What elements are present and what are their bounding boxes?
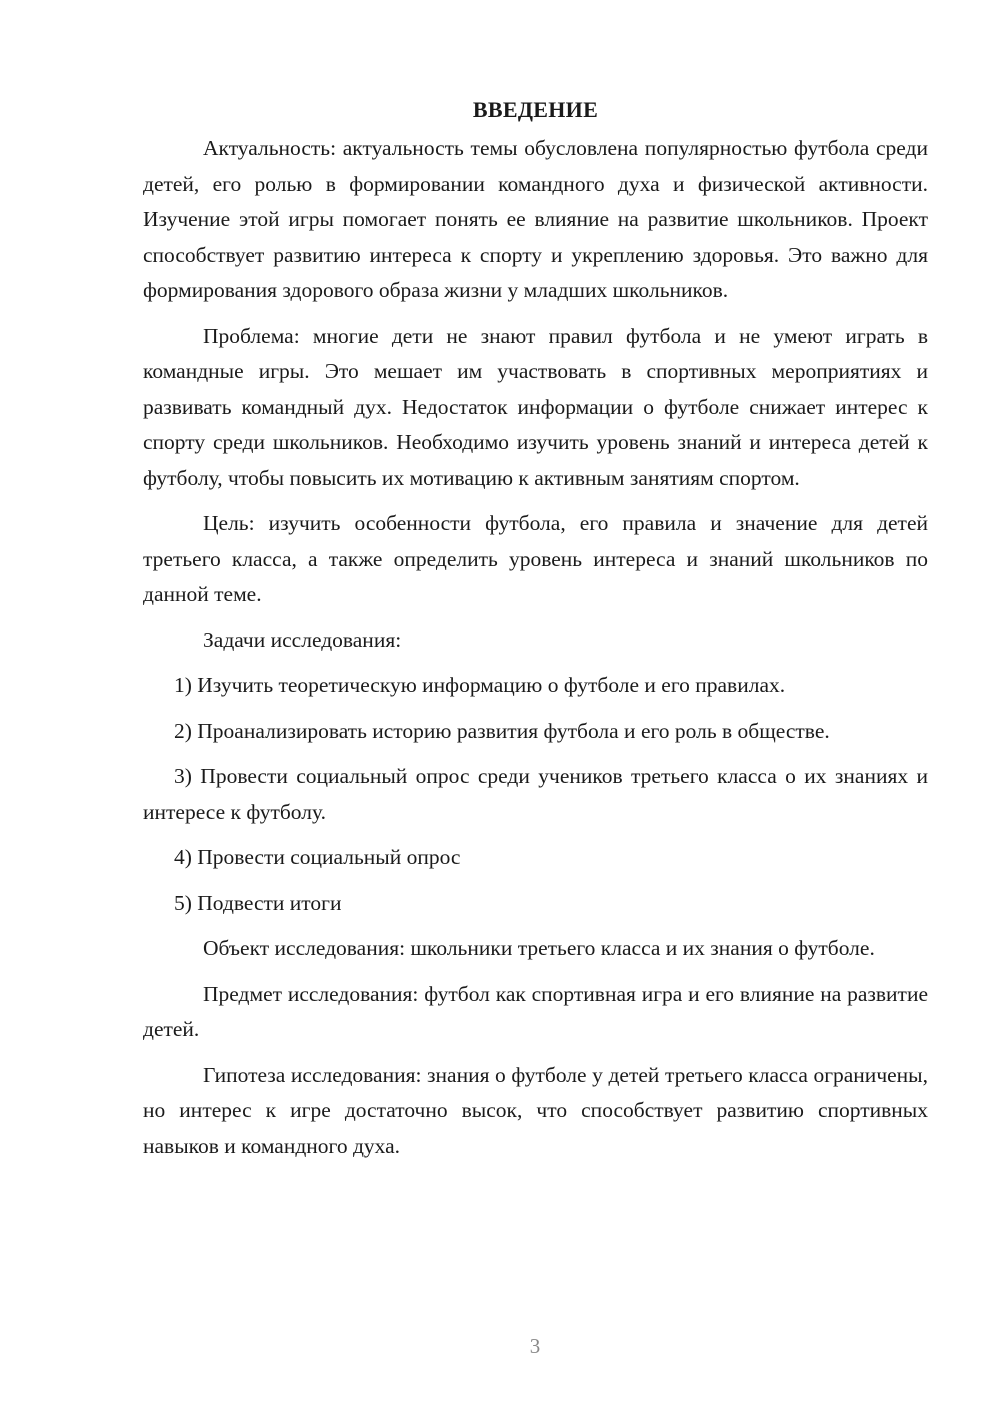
page-number: 3 (529, 1334, 541, 1358)
document-page (143, 95, 928, 1174)
task-item-4: 4) Провести социальный опрос (174, 845, 461, 869)
section-heading: ВВЕДЕНИЕ (472, 97, 599, 122)
tasks-heading: Задачи исследования: (203, 627, 402, 652)
task-item-5: 5) Подвести итоги (174, 890, 342, 915)
task-item-2: 2) Проанализировать историю развития футбола и его роль в обществе. (174, 718, 830, 743)
relevance-paragraph: Актуальность: актуальность темы обусловлена популярностью футбола среди детей, его ролью в формировании командного духа и физической активности. Изучение этой игры помогает понять ее влияние на развитие школьников. Проект способствует развитию интереса к спорту и укреплению здоровья. Это важно для формирования здорового образа жизни у младших школьников. (143, 136, 928, 302)
task-item-1: 1) Изучить теоретическую информацию о футболе и его правилах. (174, 673, 786, 697)
task-item-3: 3) Провести социальный опрос среди учеников третьего класса о их знаниях и интересе к футболу. (143, 764, 928, 824)
object-paragraph: Объект исследования: школьники третьего класса и их знания о футболе. (203, 936, 875, 960)
subject-paragraph: Предмет исследования: футбол как спортивная игра и его влияние на развитие детей. (143, 981, 928, 1041)
problem-paragraph: Проблема: многие дети не знают правил футбола и не умеют играть в командные игры. Это мешает им участвовать в спортивных мероприятиях и развивать командный дух. Недостаток информации о футболе снижает интерес к спорту среди школьников. Необходимо изучить уровень знаний и интереса детей к футболу, чтобы повысить их мотивацию к активным занятиям спортом. (143, 323, 928, 490)
hypothesis-paragraph: Гипотеза исследования: знания о футболе у детей третьего класса ограничены, но интерес к игре достаточно высок, что способствует развитию спортивных навыков и командного духа. (143, 1062, 928, 1158)
goal-paragraph: Цель: изучить особенности футбола, его правила и значение для детей третьего класса, а также определить уровень интереса и знаний школьников по данной теме. (143, 511, 928, 606)
